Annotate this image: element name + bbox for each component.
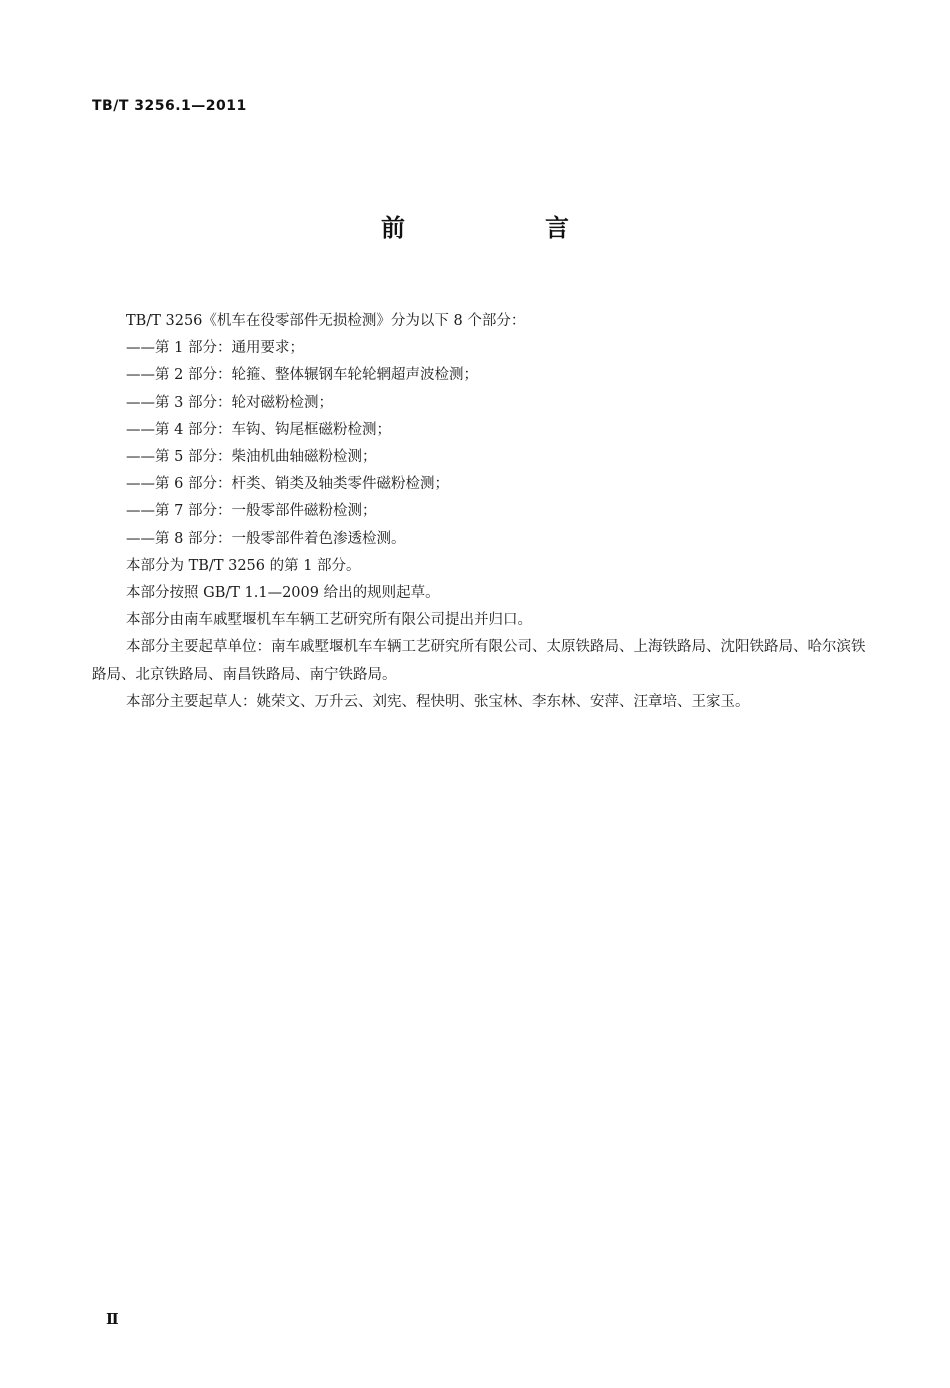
part-item-4: ——第 4 部分：车钩、钩尾框磁粉检测；: [126, 421, 391, 438]
paragraph-proposer: 本部分由南车戚墅堰机车车辆工艺研究所有限公司提出并归口。: [126, 612, 532, 629]
paragraph-drafting-units: 本部分主要起草单位：南车戚墅堰机车车辆工艺研究所有限公司、太原铁路局、上海铁路局、沈阳铁路局、哈尔滨铁路局、北京铁路局、南昌铁路局、南宁铁路局。: [92, 639, 866, 683]
part-item-6: ——第 6 部分：杆类、销类及轴类零件磁粉检测；: [126, 476, 449, 493]
paragraph-part-statement: 本部分为 TB/T 3256 的第 1 部分。: [126, 557, 361, 574]
standard-code: TB/T 3256.1—2011: [92, 98, 247, 114]
foreword-body: [92, 308, 870, 716]
part-item-2: ——第 2 部分：轮箍、整体辗钢车轮轮辋超声波检测；: [126, 367, 478, 384]
page-number: Ⅱ: [106, 1310, 119, 1328]
paragraph-drafters: 本部分主要起草人：姚荣文、万升云、刘宪、程快明、张宝林、李东林、安萍、汪章培、王家玉。: [126, 693, 750, 710]
part-item-5: ——第 5 部分：柴油机曲轴磁粉检测；: [126, 449, 377, 466]
page-title: 前 言: [381, 214, 627, 242]
intro-paragraph: TB/T 3256《机车在役零部件无损检测》分为以下 8 个部分：: [126, 313, 526, 329]
part-item-1: ——第 1 部分：通用要求；: [126, 340, 304, 357]
part-item-3: ——第 3 部分：轮对磁粉检测；: [126, 394, 333, 411]
part-item-7: ——第 7 部分：一般零部件磁粉检测；: [126, 503, 377, 520]
paragraph-drafting-rules: 本部分按照 GB/T 1.1—2009 给出的规则起草。: [126, 585, 440, 602]
part-item-8: ——第 8 部分：一般零部件着色渗透检测。: [126, 530, 406, 547]
